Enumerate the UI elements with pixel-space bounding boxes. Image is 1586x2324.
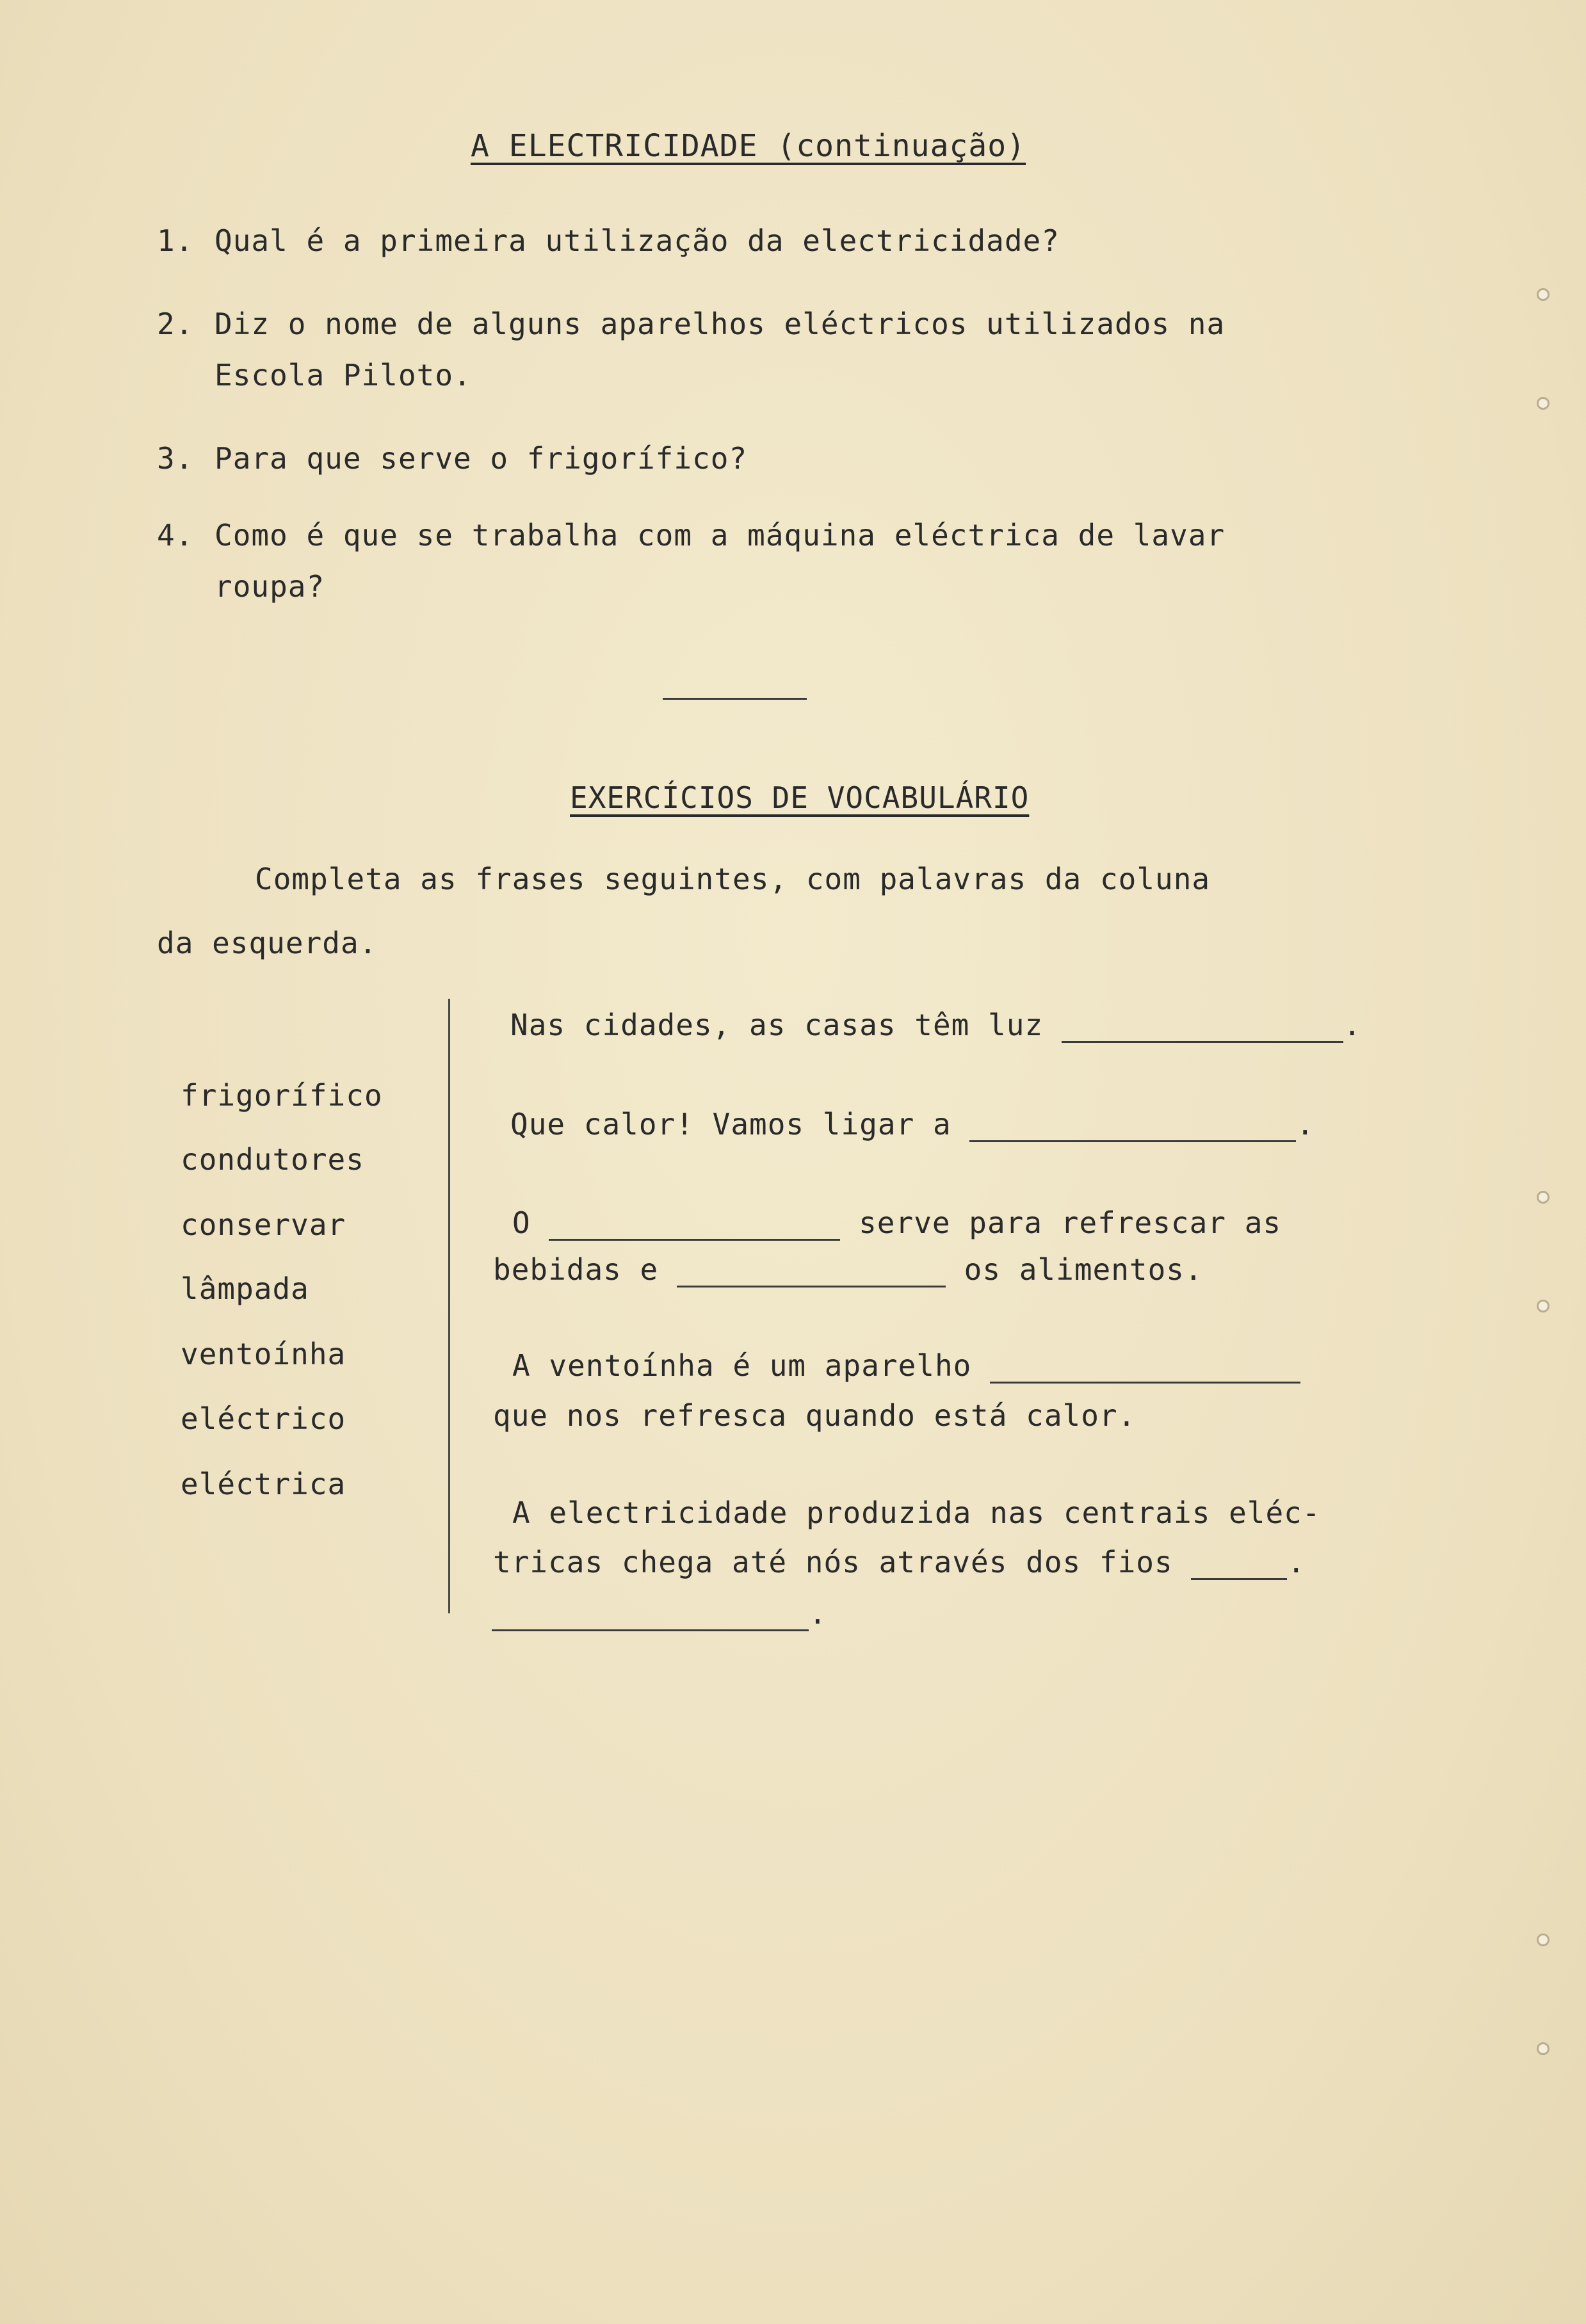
fill-blank[interactable] xyxy=(990,1352,1300,1384)
question-text: Como é que se trabalha com a máquina eléctrica de lavar xyxy=(214,518,1226,553)
fill-blank[interactable] xyxy=(1062,1012,1343,1043)
exercise-title: EXERCÍCIOS DE VOCABULÁRIO xyxy=(570,780,1030,815)
question-4 xyxy=(157,517,1225,553)
question-4-continuation: roupa? xyxy=(214,569,325,604)
fill-blank[interactable] xyxy=(969,1111,1296,1142)
question-1 xyxy=(157,223,1060,259)
punch-hole-mark xyxy=(1537,1191,1550,1204)
fill-blank[interactable] xyxy=(549,1209,840,1241)
question-number: 2. xyxy=(157,307,194,341)
question-text: Diz o nome de alguns aparelhos eléctricos utilizados na xyxy=(214,307,1226,341)
question-number: 3. xyxy=(157,441,194,476)
word-bank-item: ventoínha xyxy=(181,1337,346,1371)
sentence-3-continuation: bebidas e os alimentos. xyxy=(493,1252,1203,1287)
sentence-1: Nas cidades, as casas têm luz . xyxy=(510,1008,1362,1042)
word-bank-item: eléctrico xyxy=(181,1401,346,1436)
section-divider xyxy=(663,698,807,700)
word-bank-item: frigorífico xyxy=(181,1078,383,1113)
exercise-instruction: Completa as frases seguintes, com palavras da coluna xyxy=(255,862,1211,896)
fill-blank[interactable] xyxy=(1191,1549,1287,1580)
page-title: A ELECTRICIDADE (continuação) xyxy=(471,128,1026,164)
question-text: Para que serve o frigorífico? xyxy=(214,441,748,476)
question-2 xyxy=(157,306,1225,342)
word-bank-item: conservar xyxy=(181,1207,346,1242)
sentence-5-continuation: tricas chega até nós através dos fios . xyxy=(493,1545,1306,1579)
punch-hole-mark xyxy=(1537,1933,1550,1946)
sentence-3: O serve para refrescar as xyxy=(512,1206,1282,1240)
word-bank-item: condutores xyxy=(181,1142,364,1177)
sentence-4-continuation: que nos refresca quando está calor. xyxy=(493,1398,1137,1433)
exercise-instruction-continuation: da esquerda. xyxy=(157,926,378,960)
fill-blank[interactable] xyxy=(492,1600,809,1631)
question-2-continuation: Escola Piloto. xyxy=(214,358,472,392)
sentence-4: A ventoínha é um aparelho xyxy=(512,1348,1300,1384)
column-separator xyxy=(448,999,450,1613)
sentence-5-final-line: . xyxy=(492,1595,827,1631)
word-bank-item: eléctrica xyxy=(181,1467,346,1501)
punch-hole-mark xyxy=(1537,2042,1550,2055)
question-number: 4. xyxy=(157,518,194,553)
sentence-5: A electricidade produzida nas centrais eléc- xyxy=(512,1496,1321,1530)
word-bank-item: lâmpada xyxy=(181,1271,309,1306)
sentence-2: Que calor! Vamos ligar a . xyxy=(510,1107,1315,1142)
punch-hole-mark xyxy=(1537,397,1550,410)
question-text: Qual é a primeira utilização da electricidade? xyxy=(214,223,1060,258)
punch-hole-mark xyxy=(1537,1300,1550,1312)
question-3 xyxy=(157,440,747,476)
fill-blank[interactable] xyxy=(677,1256,946,1287)
punch-hole-mark xyxy=(1537,288,1550,301)
question-number: 1. xyxy=(157,223,194,258)
